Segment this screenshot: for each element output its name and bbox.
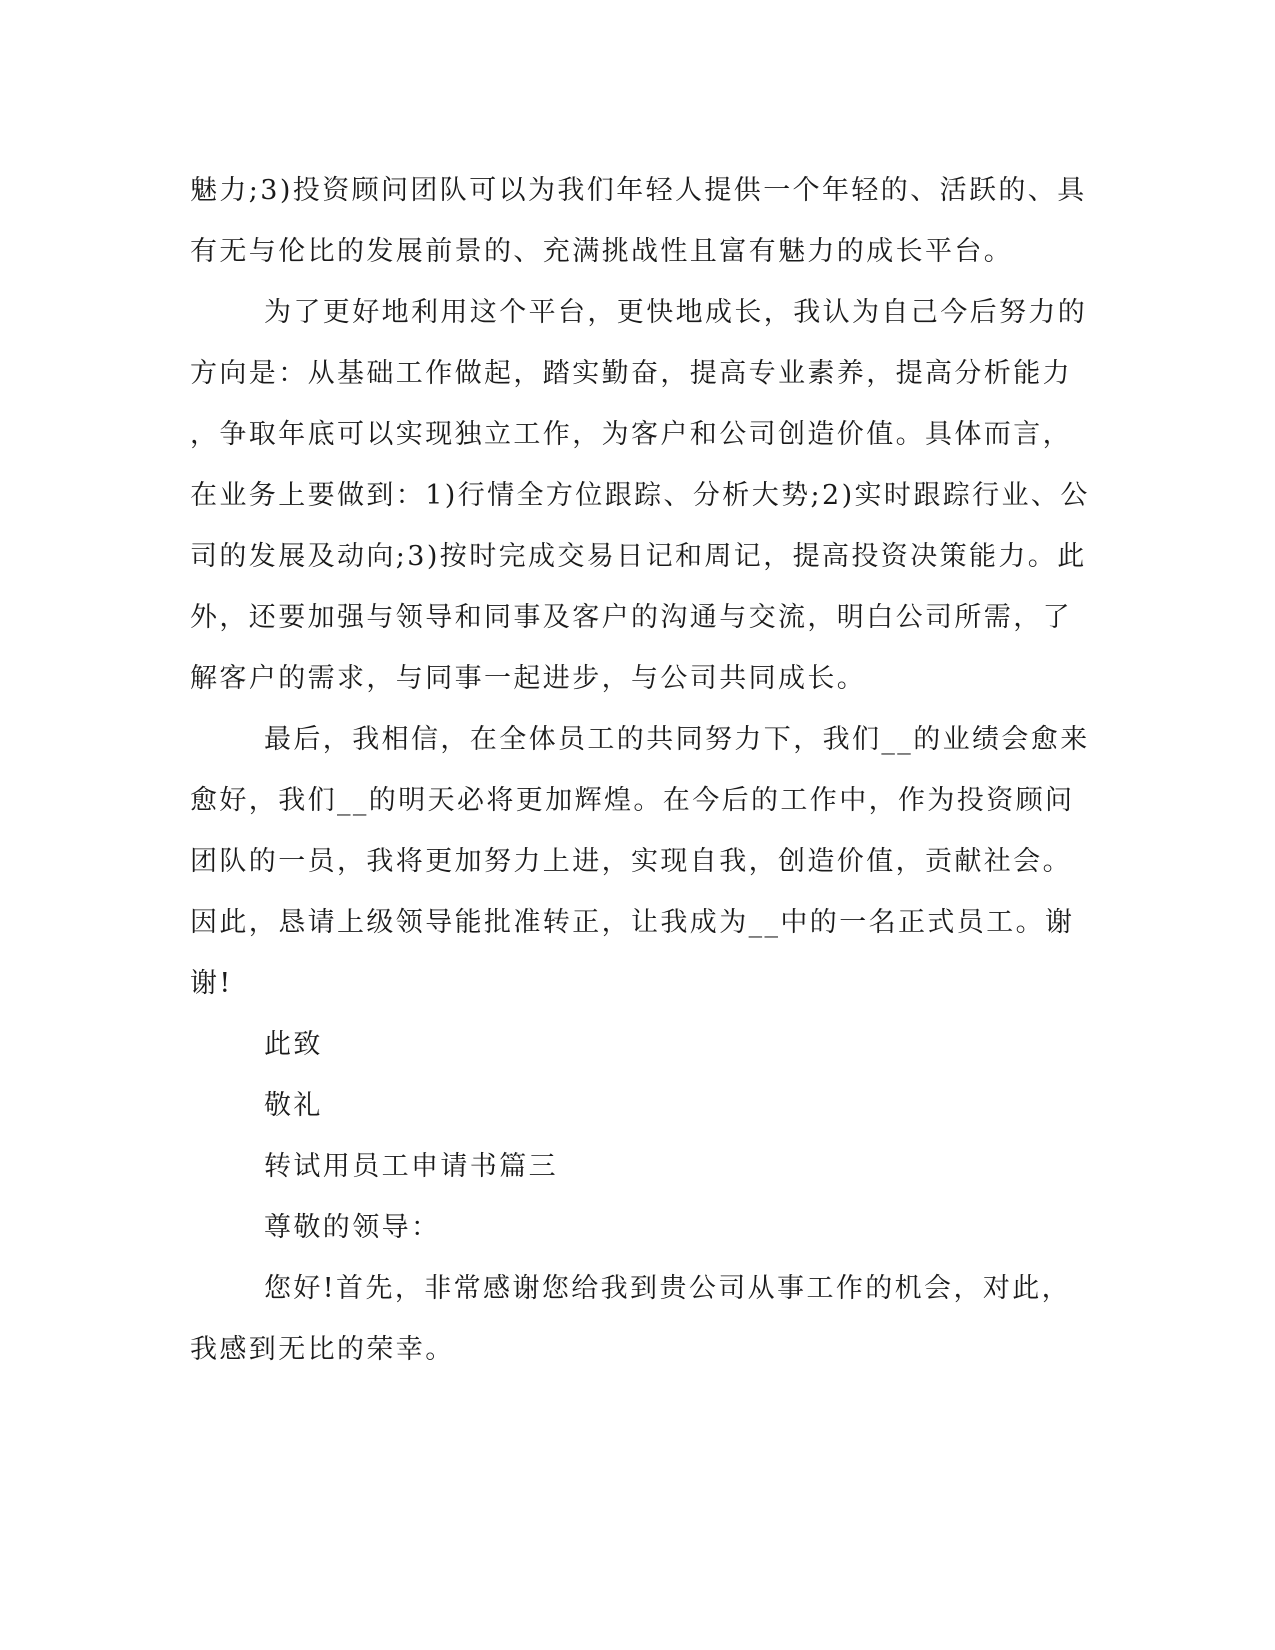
text-line: 我感到无比的荣幸。 [190,1334,455,1365]
text-line: 因此，恳请上级领导能批准转正，让我成为__中的一名正式员工。谢 [190,907,1075,938]
text-line: 司的发展及动向;3)按时完成交易日记和周记，提高投资决策能力。此 [190,541,1087,572]
section-heading: 转试用员工申请书篇三 [264,1151,558,1182]
paragraph-start-line: 为了更好地利用这个平台，更快地成长，我认为自己今后努力的 [264,297,1088,328]
text-line: ，争取年底可以实现独立工作，为客户和公司创造价值。具体而言， [190,419,1072,450]
document-body [190,160,1090,1380]
text-line: 魅力;3)投资顾问团队可以为我们年轻人提供一个年轻的、活跃的、具 [190,175,1087,206]
text-line: 外，还要加强与领导和同事及客户的沟通与交流，明白公司所需，了 [190,602,1072,633]
text-line: 有无与伦比的发展前景的、充满挑战性且富有魅力的成长平台。 [190,236,1014,267]
greeting-line: 尊敬的领导： [264,1212,441,1243]
text-line: 团队的一员，我将更加努力上进，实现自我，创造价值，贡献社会。 [190,846,1072,877]
text-line: 在业务上要做到：1)行情全方位跟踪、分析大势;2)实时跟踪行业、公 [190,480,1090,511]
paragraph-start-line: 最后，我相信，在全体员工的共同努力下，我们__的业绩会愈来 [264,724,1090,755]
text-line: 方向是：从基础工作做起，踏实勤奋，提高专业素养，提高分析能力 [190,358,1072,389]
paragraph-start-line: 您好!首先，非常感谢您给我到贵公司从事工作的机会，对此， [264,1273,1072,1304]
text-line: 解客户的需求，与同事一起进步，与公司共同成长。 [190,663,867,694]
text-line: 愈好，我们__的明天必将更加辉煌。在今后的工作中，作为投资顾问 [190,785,1075,816]
closing-line: 此致 [264,1029,323,1060]
text-line: 谢! [190,968,233,999]
salutation-line: 敬礼 [264,1090,323,1121]
